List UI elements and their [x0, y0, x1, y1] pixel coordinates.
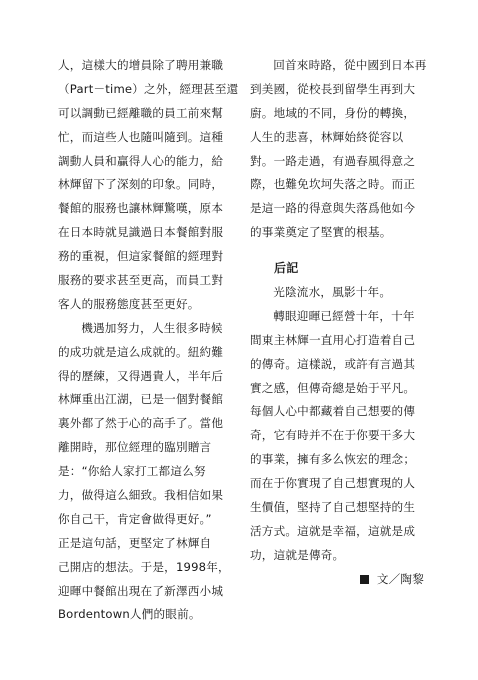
text-line: 到美國，從校長到留學生再到大	[250, 81, 416, 96]
author-byline	[250, 568, 426, 592]
text-line: 是：“你給人家打工都這么努	[58, 464, 206, 479]
text-line: 林輝留下了深刻的印象。同時，	[58, 177, 224, 192]
text-line: 生價值，堅持了自己想堅持的生	[250, 500, 416, 515]
text-line: 的成功就是這么成就的。紐約難	[58, 344, 224, 359]
text-line: 得的歷練，又得遇貴人，半年后	[58, 368, 224, 383]
text-line: 的事業，擁有多么恢宏的理念；	[250, 452, 416, 467]
text-line: 在日本時就見識過日本餐館對服	[58, 225, 224, 240]
text-line: 是這一路的得意與失落爲他如今	[250, 201, 416, 216]
text-line: 正是這句話，更堅定了林輝自	[58, 535, 212, 550]
text-line: 務的重視，但這家餐館的經理對	[58, 249, 224, 264]
postscript-subtitle: 光陰流水，風影十年。	[273, 285, 392, 300]
text-line: （Part－time）之外，經理甚至還	[58, 81, 239, 96]
text-line: 活方式。這就是幸福，這就是成	[250, 523, 416, 538]
text-line: 可以調動已經離職的員工前來幫	[58, 105, 224, 120]
text-line: 力，做得這么細致。我相信如果	[58, 488, 224, 503]
text-line: Bordentown人們的眼前。	[58, 607, 201, 622]
text-line: 林輝重出江湖，已是一個對餐館	[58, 392, 224, 407]
text-line: 人生的悲喜，林輝始終從容以	[250, 129, 404, 144]
paragraph-start-line: 機遇加努力，人生很多時候	[81, 320, 223, 335]
text-line: 客人的服務態度甚至更好。	[58, 296, 200, 311]
text-line: 迎暉中餐館出現在了新澤西小城	[58, 583, 224, 598]
text-line: 而在于你實現了自己想實現的人	[250, 476, 416, 491]
text-line: 間東主林輝一直用心打造着自己	[250, 332, 416, 347]
text-line: 裏外都了然于心的高手了。當他	[58, 416, 224, 431]
text-line: 餐館的服務也讓林輝驚嘆，原本	[58, 201, 224, 216]
author-name: 文／陶黎	[376, 571, 424, 586]
text-line: 調動人員和贏得人心的能力，給	[58, 153, 224, 168]
text-line: 忙，而這些人也隨叫隨到。這種	[58, 129, 224, 144]
text-line: 奇，它有時并不在于你要干多大	[250, 428, 416, 443]
text-line: 廚。地域的不同，身份的轉換，	[250, 105, 416, 120]
text-line: 每個人心中都藏着自己想要的傳	[250, 404, 416, 419]
text-line: 己開店的想法。于是，1998年，	[58, 559, 230, 574]
text-line: 的事業奠定了堅實的根基。	[250, 225, 392, 240]
paragraph-start-line: 轉眼迎暉已經營十年，十年	[273, 308, 415, 323]
text-line: 實之感，但傳奇總是始于平凡。	[250, 380, 416, 395]
right-column	[250, 54, 426, 592]
left-column	[58, 54, 238, 627]
text-line: 服務的要求甚至更高，而員工對	[58, 273, 224, 288]
postscript-heading: 后記	[274, 261, 299, 276]
text-line: 人，這樣大的增員除了聘用兼職	[58, 58, 224, 72]
text-line: 離開時，那位經理的臨別贈言	[58, 440, 212, 455]
paragraph-start-line: 回首來時路，從中國到日本再	[273, 58, 427, 72]
text-line: 對。一路走過，有過春風得意之	[250, 153, 416, 168]
text-line: 你自己干，肯定會做得更好。”	[58, 511, 212, 526]
text-line: 功，這就是傳奇。	[250, 547, 345, 562]
text-line: 的傳奇。這樣説，或許有言過其	[250, 356, 416, 371]
black-square-icon	[360, 575, 369, 584]
text-line: 際，也難免坎坷失落之時。而正	[250, 177, 416, 192]
